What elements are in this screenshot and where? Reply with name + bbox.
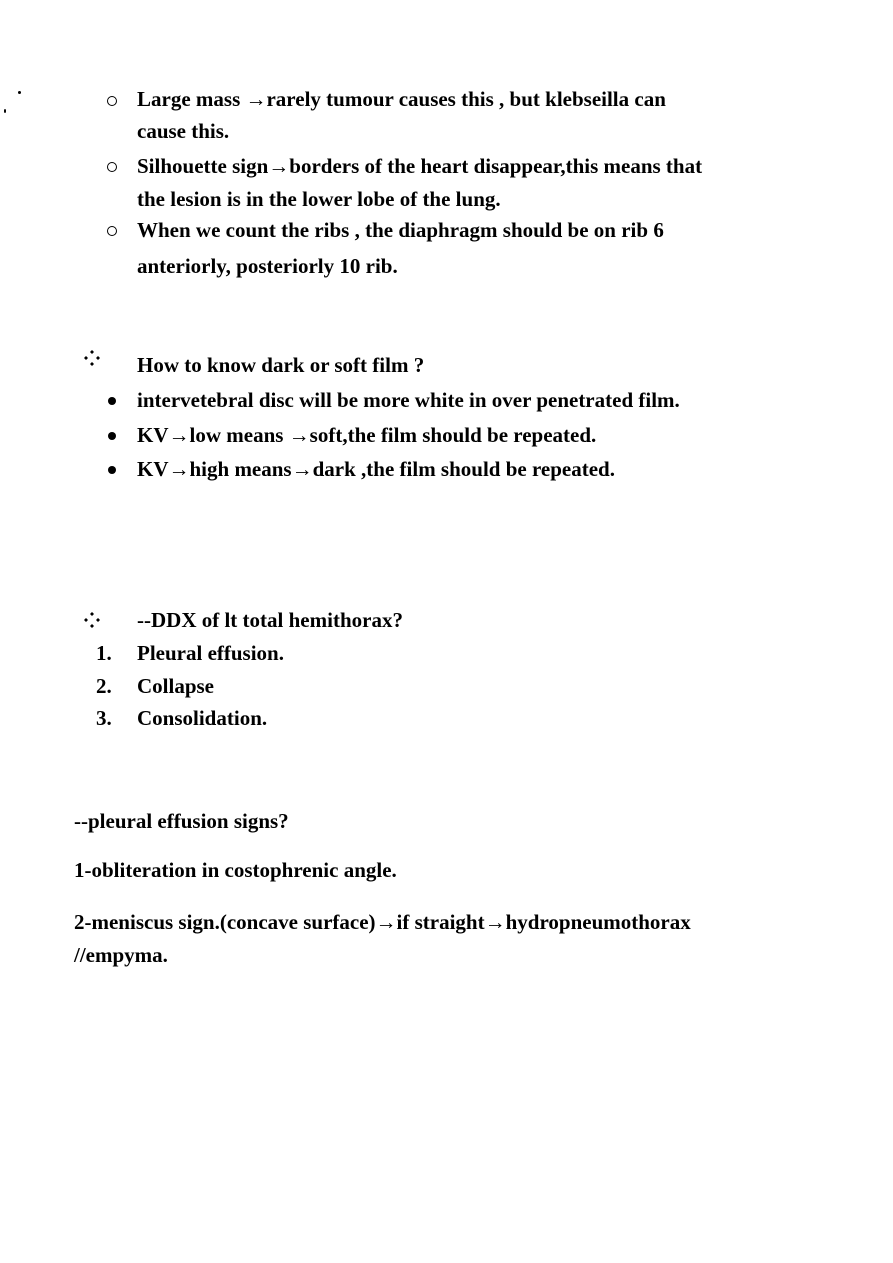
list-item-text-line: When we count the ribs , the diaphragm should be on rib 6 <box>137 218 664 242</box>
sign-text: 2-meniscus sign.(concave surface)→if straight→hydropneumothorax <box>74 910 691 934</box>
section-heading: --DDX of lt total hemithorax? <box>137 608 403 632</box>
section-heading: How to know dark or soft film ? <box>137 353 425 377</box>
sign-text: 1-obliteration in costophrenic angle. <box>74 858 397 882</box>
four-diamond-bullet-icon <box>83 611 101 629</box>
section-heading: --pleural effusion signs? <box>74 809 289 833</box>
dot-bullet-icon <box>108 397 116 405</box>
list-number: 1. <box>96 641 112 665</box>
list-item-text-line: cause this. <box>137 119 230 143</box>
dot-bullet-icon <box>108 466 116 474</box>
list-item-text: KV→low means →soft,the film should be repeated. <box>137 423 597 447</box>
list-item-text-line: Silhouette sign→borders of the heart disappear,this means that <box>137 154 703 178</box>
list-item-text: intervetebral disc will be more white in over penetrated film. <box>137 388 680 412</box>
list-item-text-line: anteriorly, posteriorly 10 rib. <box>137 254 398 278</box>
scan-speck <box>18 91 21 94</box>
circle-bullet-icon <box>107 96 117 106</box>
list-item-text: KV→high means→dark ,the film should be repeated. <box>137 457 615 481</box>
circle-bullet-icon <box>107 162 117 172</box>
circle-bullet-icon <box>107 226 117 236</box>
list-item-text: Consolidation. <box>137 706 268 730</box>
four-diamond-bullet-icon <box>83 349 101 367</box>
list-number: 3. <box>96 706 112 730</box>
list-number: 2. <box>96 674 112 698</box>
list-item-text-line: the lesion is in the lower lobe of the lung. <box>137 187 501 211</box>
list-item-text: Pleural effusion. <box>137 641 284 665</box>
scan-speck <box>4 109 6 113</box>
list-item-text: Collapse <box>137 674 215 698</box>
list-item-text-line: Large mass →rarely tumour causes this , but klebseilla can <box>137 87 666 111</box>
dot-bullet-icon <box>108 432 116 440</box>
sign-text: //empyma. <box>74 943 168 967</box>
